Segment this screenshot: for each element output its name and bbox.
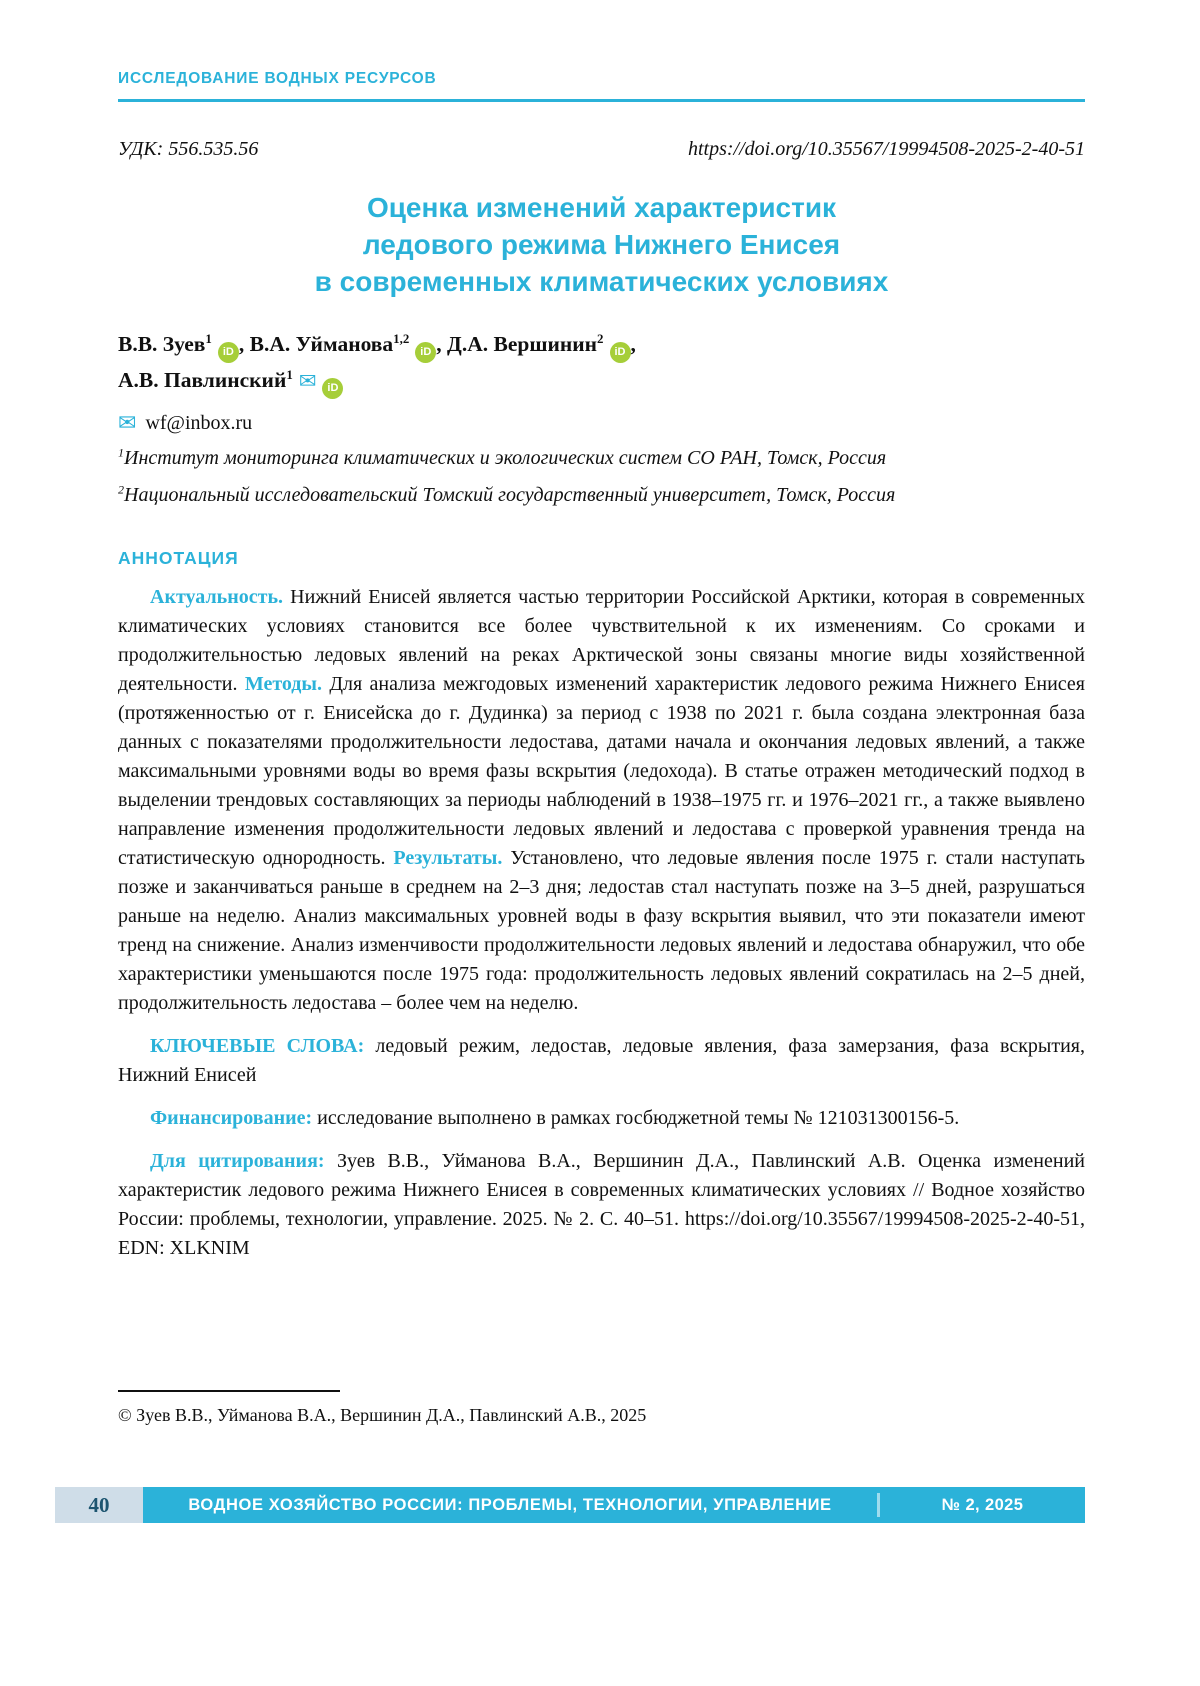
funding-text: исследование выполнено в рамках госбюджетной темы № 121031300156-5. xyxy=(312,1107,960,1130)
author xyxy=(250,332,447,356)
affiliation xyxy=(118,481,1085,510)
abstract-heading: АННОТАЦИЯ xyxy=(118,548,239,569)
abstract-segment: Установлено, что ледовые явления после 1975 г. стали наступать позже и заканчиваться раньше в среднем на 2–3 дня; ледостав стал наступать позже на 3–5 дней, разрушаться раньше на неделю. Анализ максимальных уровней воды в фазу вскрытия выявил, что эти показатели имеют тренд на снижение. Анализ изменчивости продолжительности ледовых явлений и ледостава обнаружил, что обе характеристики уменьшаются после 1975 года: продолжительность ледовых явлений сократилась на 2–5 дней, продолжительность ледостава – более чем на неделю. xyxy=(118,847,1085,1015)
title-line: ледового режима Нижнего Енисея xyxy=(362,229,841,261)
journal-section-label: ИССЛЕДОВАНИЕ ВОДНЫХ РЕСУРСОВ xyxy=(118,70,437,87)
authors-block xyxy=(118,327,1085,400)
affiliation xyxy=(118,444,1085,473)
udc-label: УДК: 556.535.56 xyxy=(118,138,259,160)
author-name: А.В. Павлинский xyxy=(118,368,287,392)
footer xyxy=(55,1487,1085,1523)
author-affil-sup: 1 xyxy=(205,331,212,346)
keywords-text: ледовый режим, ледостав, ледовые явления, фаза замерзания, фаза вскрытия, Нижний Енисей xyxy=(118,1035,1086,1087)
abstract-segment: Для анализа межгодовых изменений характеристик ледового режима Нижнего Енисея (протяженностью от г. Енисейска до г. Дудинка) за период с 1938 по 2021 г. была создана электронная база данных с показателями продолжительности ледостава, датами начала и окончания ледовых явлений, а также максимальными уровнями воды во время фазы вскрытия (ледохода). В статье отражен методический подход в выделении трендовых составляющих за периоды наблюдений в 1938–1975 гг. и 1976–2021 гг., а также выявлено направление изменения продолжительности ледовых явлений и ледостава с проверкой уравнения тренда на статистическую однородность. xyxy=(118,673,1085,870)
citation-text: Зуев В.В., Уйманова В.А., Вершинин Д.А., Павлинский А.В. Оценка изменений характеристик ледового режима Нижнего Енисея в современных климатических условиях // Водное хозяйство России: проблемы, технологии, управление. 2025. № 2. С. 40–51. https://doi.org/10.35567/19994508-2025-2-40-51, EDN: XLKNIM xyxy=(118,1150,1085,1260)
author-affil-sup: 2 xyxy=(597,331,604,346)
author-affil-sup: 1,2 xyxy=(393,331,410,346)
funding-label: Финансирование: xyxy=(150,1107,313,1130)
inline-heading-methods: Методы. xyxy=(244,673,323,696)
email-icon: ✉ xyxy=(118,411,137,437)
inline-heading-relevance: Актуальность. xyxy=(150,586,284,609)
citation-label: Для цитирования: xyxy=(150,1150,325,1173)
footnote-rule xyxy=(118,1390,340,1392)
author-name: Д.А. Вершинин xyxy=(447,331,598,356)
keywords-label: КЛЮЧЕВЫЕ СЛОВА: xyxy=(150,1035,365,1058)
authors-line xyxy=(118,332,636,356)
affiliation-text: Институт мониторинга климатических и экологических систем СО РАН, Томск, Россия xyxy=(124,447,887,470)
page-number: 40 xyxy=(55,1487,143,1523)
email-line xyxy=(118,411,1085,436)
orcid-icon[interactable]: iD xyxy=(218,342,239,363)
article-title xyxy=(118,189,1085,301)
author-separator: , xyxy=(238,331,250,356)
author xyxy=(118,368,343,392)
author-name: В.В. Зуев xyxy=(118,331,206,356)
header-rule xyxy=(118,99,1085,102)
email-icon[interactable]: ✉ xyxy=(298,369,317,393)
affiliation-sup: 2 xyxy=(118,482,124,497)
abstract-text xyxy=(118,583,1085,1018)
footer-issue: № 2, 2025 xyxy=(941,1495,1024,1514)
affiliation-text: Национальный исследовательский Томский государственный университет, Томск, Россия xyxy=(124,484,896,507)
orcid-icon[interactable]: iD xyxy=(322,378,343,399)
footnote xyxy=(118,1390,646,1426)
author-separator: , xyxy=(630,331,636,356)
copyright-text: © Зуев В.В., Уйманова В.А., Вершинин Д.А., Павлинский А.В., 2025 xyxy=(118,1405,647,1425)
footer-bar xyxy=(143,1487,1085,1523)
title-line: в современных климатических условиях xyxy=(314,266,889,298)
orcid-icon[interactable]: iD xyxy=(415,342,436,363)
author-separator: , xyxy=(436,331,448,356)
orcid-icon[interactable]: iD xyxy=(610,342,631,363)
keywords xyxy=(118,1032,1085,1090)
footer-journal-title: ВОДНОЕ ХОЗЯЙСТВО РОССИИ: ПРОБЛЕМЫ, ТЕХНОЛОГИИ, УПРАВЛЕНИЕ xyxy=(188,1495,832,1514)
inline-heading-results: Результаты. xyxy=(393,847,503,870)
doi-link[interactable]: https://doi.org/10.35567/19994508-2025-2-40-51 xyxy=(687,138,1085,160)
author-name: В.А. Уйманова xyxy=(249,331,394,356)
udc-doi-row xyxy=(118,138,1085,161)
affiliation-sup: 1 xyxy=(118,445,124,460)
authors-line xyxy=(118,368,343,392)
author-affil-sup: 1 xyxy=(286,367,293,382)
abstract-segment: Нижний Енисей является частью территории Российской Арктики, которая в современных климатических условиях становится все более чувствительной к их изменениям. Со сроками и продолжительностью ледовых явлений на реках Арктической зоны связаны многие виды хозяйственной деятельности. xyxy=(118,586,1085,696)
citation xyxy=(118,1147,1085,1263)
author xyxy=(447,332,636,356)
title-line: Оценка изменений характеристик xyxy=(366,192,837,223)
email-address[interactable]: wf@inbox.ru xyxy=(145,412,253,435)
funding xyxy=(118,1104,1085,1133)
author xyxy=(118,332,250,356)
